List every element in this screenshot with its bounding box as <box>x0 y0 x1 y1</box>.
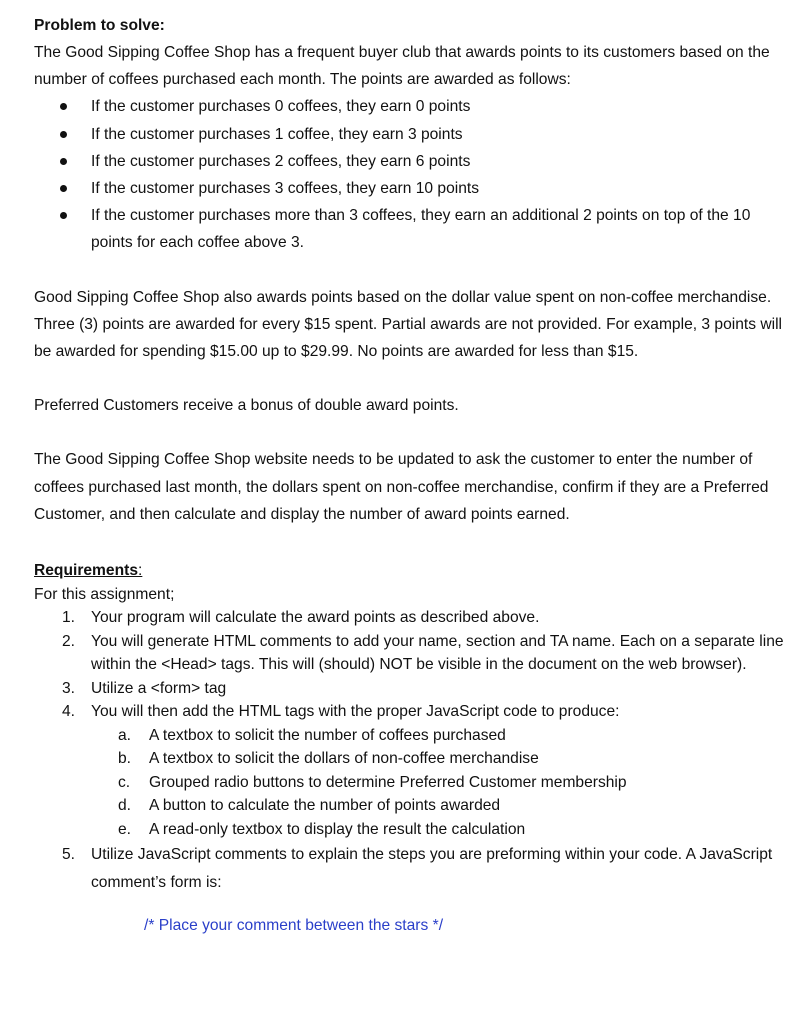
requirements-heading-text: Requirements <box>34 562 138 580</box>
subrequirement-letter: b. <box>118 750 132 768</box>
bullet-text: If the customer purchases 2 coffees, they earn 6 points <box>91 152 471 170</box>
requirement-item <box>34 700 794 841</box>
requirement-item <box>34 677 794 701</box>
website-paragraph: The Good Sipping Coffee Shop website needs to be updated to ask the customer to enter the number of coffees purchased last month, the dollars spent on non-coffee merchandise, confirm if they are a Preferred Customer, and then calculate and display the number of award points earned. <box>34 451 769 523</box>
bullet-item <box>34 93 794 120</box>
points-bullet-list <box>34 93 794 256</box>
subrequirement-letter: c. <box>118 773 131 791</box>
bullet-item <box>34 175 794 202</box>
requirement-sublist <box>91 724 794 842</box>
bullet-icon <box>60 185 67 192</box>
merchandise-paragraph: Good Sipping Coffee Shop also awards points based on the dollar value spent on non-coffee merchandise. Three (3) points are awarded for every $15 spent. Partial awards are not provided. For example, 3 points will be awarded for spending $15.00 up to $29.99. No points are awarded for less than $15. <box>34 288 783 361</box>
subrequirement-letter: a. <box>118 726 132 744</box>
bullet-icon <box>60 103 67 110</box>
requirement-text: You will generate HTML comments to add your name, section and TA name. Each on a separate line within the <Head> tags. This will (should) NOT be visible in the document on the web browser). <box>91 632 784 674</box>
subrequirement-text: A button to calculate the number of points awarded <box>149 797 501 815</box>
bullet-text: If the customer purchases more than 3 coffees, they earn an additional 2 points on top of the 10 points for each coffee above 3. <box>91 207 751 252</box>
requirement-number: 1. <box>62 609 76 627</box>
subrequirement-letter: e. <box>118 820 132 838</box>
subrequirement-item <box>91 794 794 818</box>
bullet-text: If the customer purchases 3 coffees, they earn 10 points <box>91 180 480 198</box>
document-page <box>34 12 794 938</box>
subrequirement-item <box>91 747 794 771</box>
subrequirement-item <box>91 724 794 748</box>
requirement-number: 5. <box>62 846 76 864</box>
requirement-text: Utilize a <form> tag <box>91 679 227 697</box>
bullet-icon <box>60 212 67 219</box>
requirement-text: Your program will calculate the award points as described above. <box>91 609 540 627</box>
comment-example: /* Place your comment between the stars */ <box>144 917 444 935</box>
bullet-icon <box>60 158 67 165</box>
bullet-item <box>34 148 794 175</box>
requirements-colon: : <box>138 562 143 580</box>
requirements-lead: For this assignment; <box>34 585 175 603</box>
requirement-item <box>34 630 794 677</box>
requirements-list <box>34 606 794 896</box>
problem-heading: Problem to solve: <box>34 17 165 34</box>
requirement-number: 2. <box>62 632 76 650</box>
requirement-item <box>34 841 794 896</box>
bullet-icon <box>60 131 67 138</box>
requirement-text: You will then add the HTML tags with the proper JavaScript code to produce: <box>91 703 620 721</box>
problem-intro: The Good Sipping Coffee Shop has a frequent buyer club that awards points to its customers based on the number of coffees purchased each month. The points are awarded as follows: <box>34 44 770 89</box>
subrequirement-item <box>91 818 794 842</box>
subrequirement-item <box>91 771 794 795</box>
bullet-item <box>34 121 794 148</box>
preferred-paragraph: Preferred Customers receive a bonus of double award points. <box>34 397 459 415</box>
requirement-number: 4. <box>62 703 76 721</box>
requirement-item <box>34 606 794 630</box>
subrequirement-text: A textbox to solicit the number of coffees purchased <box>149 726 506 744</box>
bullet-text: If the customer purchases 1 coffee, they earn 3 points <box>91 125 463 143</box>
subrequirement-letter: d. <box>118 797 132 815</box>
requirement-text: Utilize JavaScript comments to explain the steps you are preforming within your code. A JavaScript comment’s form is: <box>91 846 773 891</box>
subrequirement-text: A textbox to solicit the dollars of non-coffee merchandise <box>149 750 539 768</box>
bullet-item <box>34 202 794 256</box>
subrequirement-text: A read-only textbox to display the result the calculation <box>149 820 526 838</box>
bullet-text: If the customer purchases 0 coffees, they earn 0 points <box>91 98 471 116</box>
requirement-number: 3. <box>62 679 76 697</box>
requirements-heading <box>34 559 794 583</box>
subrequirement-text: Grouped radio buttons to determine Preferred Customer membership <box>149 773 627 791</box>
